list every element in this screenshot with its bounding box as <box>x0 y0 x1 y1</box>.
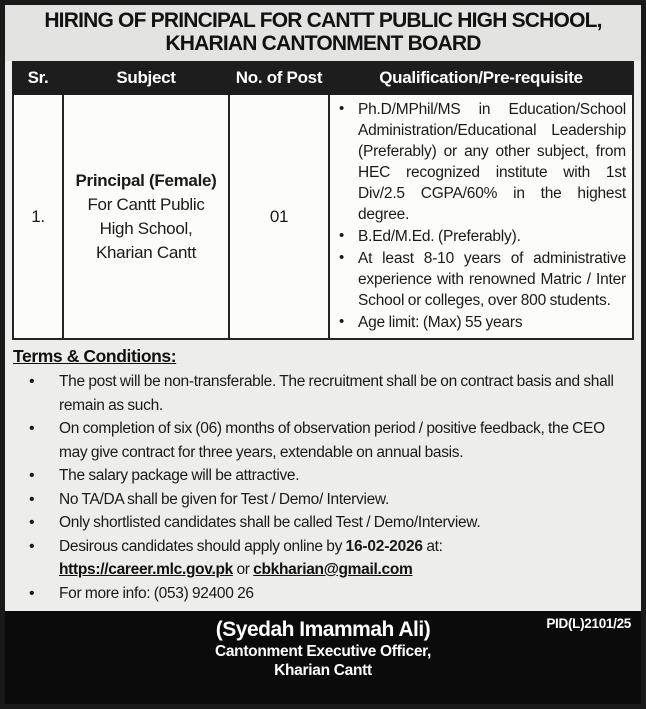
signatory-designation: Cantonment Executive Officer, <box>214 643 432 660</box>
terms-item <box>13 370 629 417</box>
terms-item <box>13 464 629 488</box>
col-header-subject: Subject <box>63 62 229 94</box>
signatory-name: (Syedah Imammah Ali) <box>215 618 431 641</box>
footer-signature-band <box>5 611 641 704</box>
table-header-row <box>13 62 633 94</box>
contact-info-text: For more info: (053) 92400 26 <box>59 584 254 602</box>
qualification-text: Age limit: (Max) 55 years <box>358 314 523 331</box>
qualification-text: At least 8-10 years of administrative experience with renowned Matric / Inter School or colleges, over 800 students. <box>358 250 626 309</box>
apply-prefix: Desirous candidates should apply online by <box>59 537 346 555</box>
terms-text: The post will be non-transferable. The recruitment shall be on contract basis and shall remain as such. <box>59 373 614 414</box>
col-header-posts: No. of Post <box>229 62 329 94</box>
apply-suffix: at: <box>422 537 443 555</box>
qualification-text: Ph.D/MPhil/MS in Education/School Administration/Educational Leadership (Preferably) or any other subject, from HEC recognized institute with 1st Div/2.5 CGPA/60% in the highest degree. <box>358 101 626 223</box>
bullet-icon: • <box>29 490 35 508</box>
terms-item <box>13 488 629 512</box>
terms-text: The salary package will be attractive. <box>59 467 300 484</box>
positions-table-wrap <box>5 61 641 340</box>
terms-heading: Terms & Conditions: <box>13 346 177 366</box>
bullet-icon: • <box>339 313 345 330</box>
bullet-icon: • <box>339 100 345 117</box>
qualification-item <box>332 99 626 225</box>
qualification-cell <box>329 94 633 339</box>
email-link[interactable]: cbkharian@gmail.com <box>253 561 413 578</box>
bullet-icon: • <box>339 249 345 266</box>
terms-item <box>13 417 629 464</box>
qualification-item <box>332 226 626 247</box>
terms-text: Only shortlisted candidates shall be called Test / Demo/Interview. <box>59 514 481 531</box>
col-header-sr: Sr. <box>13 62 63 94</box>
ad-title-line1: HIRING OF PRINCIPAL FOR CANTT PUBLIC HIGH SCHOOL, <box>44 9 602 32</box>
posts-cell: 01 <box>229 94 329 339</box>
qualification-item <box>332 248 626 311</box>
ad-title-line2: KHARIAN CANTONMENT BOARD <box>165 32 481 55</box>
apply-deadline-date: 16-02-2026 <box>345 537 423 555</box>
ad-title <box>5 5 641 61</box>
pid-number: PID(L)2101/25 <box>546 616 631 631</box>
qualification-item <box>332 312 626 333</box>
terms-section <box>5 340 641 609</box>
bullet-icon: • <box>29 537 35 555</box>
terms-item-apply <box>13 535 629 582</box>
positions-table <box>12 61 634 340</box>
bullet-icon: • <box>29 467 35 484</box>
terms-list <box>13 370 629 605</box>
bullet-icon: • <box>29 584 35 602</box>
subject-cell <box>63 94 229 339</box>
career-portal-link[interactable]: https://career.mlc.gov.pk <box>59 561 233 578</box>
terms-text: On completion of six (06) months of observation period / positive feedback, the CEO may give contract for three years, extendable on annual basis. <box>59 420 605 461</box>
bullet-icon: • <box>29 420 35 437</box>
terms-item-contact <box>13 582 629 606</box>
bullet-icon: • <box>339 227 345 244</box>
signatory-location: Kharian Cantt <box>274 662 372 679</box>
subject-subtext: For Cantt Public High School, Kharian Cantt <box>87 194 205 262</box>
subject-title: Principal (Female) <box>75 170 217 190</box>
terms-text: No TA/DA shall be given for Test / Demo/ Interview. <box>59 490 389 508</box>
terms-item <box>13 511 629 535</box>
col-header-qualification: Qualification/Pre-requisite <box>329 62 633 94</box>
qualification-list <box>332 99 626 333</box>
apply-conjunction: or <box>232 561 254 578</box>
table-row <box>13 94 633 339</box>
bullet-icon: • <box>29 373 35 390</box>
qualification-text: B.Ed/M.Ed. (Preferably). <box>358 228 521 245</box>
bullet-icon: • <box>29 514 35 531</box>
sr-cell: 1. <box>13 94 63 339</box>
